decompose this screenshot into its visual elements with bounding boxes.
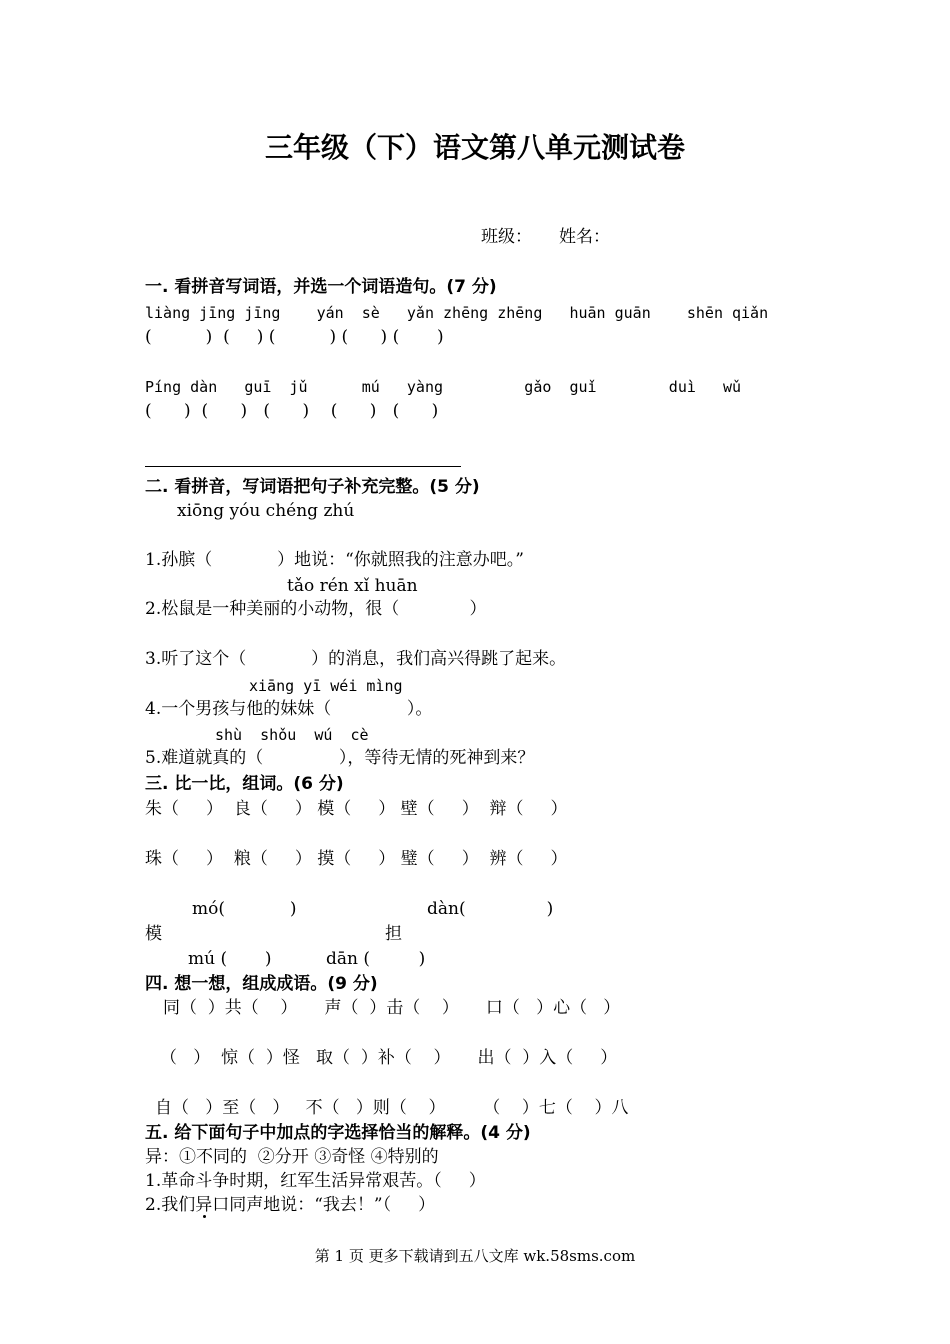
section-3-mo-top: mó( ) bbox=[192, 899, 297, 919]
section-3-dan-char: 担 bbox=[385, 924, 402, 944]
section-3-heading: 三. 比一比，组词。(6 分) bbox=[145, 774, 344, 794]
section-4-row-2: （ ） 惊（ ）怪 取（ ）补（ ） 出（ ）入（ ） bbox=[160, 1048, 618, 1068]
section-1-blank-row-1: ( ) ( ) ( ) ( ) ( ) bbox=[145, 327, 444, 347]
section-2-pinyin-1: xiōng yóu chéng zhú bbox=[177, 501, 355, 521]
section-5-sentence-1: 1.革命斗争时期，红军生活异常艰苦。（ ） bbox=[145, 1171, 486, 1191]
sentence-line bbox=[145, 466, 461, 467]
section-4-heading: 四. 想一想，组成成语。(9 分) bbox=[145, 974, 378, 994]
section-4-row-3: 自（ ）至（ ） 不（ ）则（ ） （ ）七（ ）八 bbox=[155, 1098, 629, 1118]
section-3-row-2: 珠（ ） 粮（ ） 摸（ ） 璧（ ） 辨（ ） bbox=[145, 849, 568, 869]
section-3-dan-bottom: dān ( ) bbox=[326, 949, 426, 969]
section-5-options: 异：①不同的 ②分开 ③奇怪 ④特别的 bbox=[145, 1147, 439, 1167]
section-1-heading: 一. 看拼音写词语，并选一个词语造句。(7 分) bbox=[145, 277, 497, 297]
class-name-field: 班级： 姓名： bbox=[481, 227, 611, 247]
page-title: 三年级（下）语文第八单元测试卷 bbox=[264, 131, 685, 164]
section-2-sentence-2: 2.松鼠是一种美丽的小动物，很（ ） bbox=[145, 599, 487, 619]
section-3-dan-top: dàn( ) bbox=[427, 899, 554, 919]
section-4-row-1: 同（ ）共（ ） 声（ ）击（ ） 口（ ）心（ ） bbox=[163, 998, 621, 1018]
section-3-row-1: 朱（ ） 良（ ） 模（ ） 壁（ ） 辩（ ） bbox=[145, 799, 568, 819]
section-2-sentence-3: 3.听了这个（ ）的消息，我们高兴得跳了起来。 bbox=[145, 649, 567, 669]
section-2-heading: 二. 看拼音，写词语把句子补充完整。(5 分) bbox=[145, 477, 480, 497]
section-2-sentence-1: 1.孙膑（ ）地说：“你就照我的注意办吧。” bbox=[145, 550, 524, 570]
emphasis-dot bbox=[203, 1215, 206, 1218]
section-2-sentence-5: 5.难道就真的（ ），等待无情的死神到来？ bbox=[145, 748, 535, 768]
section-1-pinyin-row-1: liàng jīng jīng yán sè yǎn zhēng zhēng huān guān shēn qiǎn bbox=[145, 304, 769, 322]
section-2-sentence-4: 4.一个男孩与他的妹妹（ ）。 bbox=[145, 699, 433, 719]
section-3-mo-bottom: mú ( ) bbox=[188, 949, 272, 969]
section-3-mo-char: 模 bbox=[145, 924, 162, 944]
section-1-pinyin-row-2: Píng dàn guī jǔ mú yàng gǎo guǐ duì wǔ bbox=[145, 378, 742, 396]
section-2-pinyin-5: shù shǒu wú cè bbox=[215, 726, 369, 744]
section-1-blank-row-2: ( ) ( ) ( ) ( ) ( ) bbox=[145, 401, 439, 421]
section-2-pinyin-2: tǎo rén xǐ huān bbox=[287, 576, 418, 596]
section-5-heading: 五. 给下面句子中加点的字选择恰当的解释。(4 分) bbox=[145, 1123, 531, 1143]
section-5-sentence-2: 2.我们异口同声地说：“我去！”（ ） bbox=[145, 1195, 436, 1215]
page-footer: 第 1 页 更多下载请到五八文库 wk.58sms.com bbox=[314, 1247, 636, 1265]
section-2-pinyin-4: xiāng yī wéi mìng bbox=[249, 677, 403, 695]
